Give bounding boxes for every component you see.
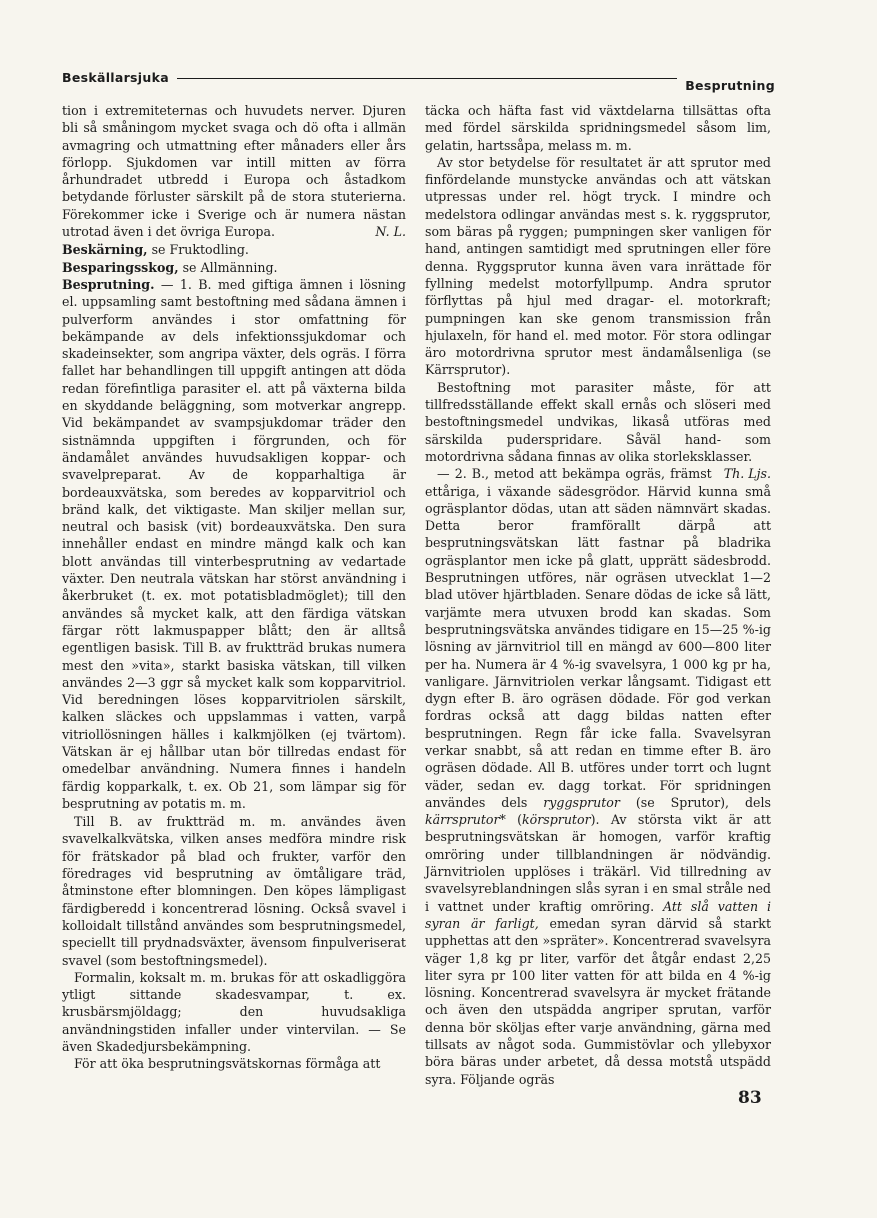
text-segment: ). Av största vikt är att besprutningsvätskan är homogen, varför kraftig omröring under tillblandningen är nödvändig. Järnvitriolen upplöses i träkärl. Vid tillredning av svavelsyreblandningen slås syran i en smal stråle ned i vattnet under kraftig omröring. [425, 812, 771, 914]
entry-besparingsskog [62, 259, 406, 276]
entry-headword: Beskärning, [62, 242, 148, 258]
author-signature: N. L. [375, 224, 406, 240]
entry-text: — 1. B. med giftiga ämnen i lösning el. uppsamling samt bestoftning med sådana ämnen i pulverform användes i stor omfattning för bekämpande av dels infektionssjukdomar och skadeinsekter, som angripa växter, dels ogräs. I förra fallet har behandlingen till uppgift antingen att döda redan förefintliga parasiter el. att på växterna bilda en skyddande beläggning, som motverkar angrepp. Vid bekämpandet av svampsjukdomar träder den sistnämnda uppgiften i förgrunden, och för ändamålet användes huvudsakligen koppar- och svavelpreparat. Av de kopparhaltiga är bordeauxvätska, som beredes av kopparvitriol och bränd kalk, det viktigaste. Man skiljer mellan sur, neutral och basisk (vit) bordeauxvätska. Den sura innehåller endast en mindre mängd kalk och kan blott användas till vinterbesprutning av vedartade växter. Den neutrala vätskan har störst användning i åkerbruket (t. ex. mot potatisbladmöglet); till den användes så mycket kalk, att den färdiga vätskan färgar rött lakmuspapper blått; den är alltså egentligen basisk. Till B. av fruktträd brukas numera mest den »vita», starkt basiska vätskan, till vilken användes 2—3 ggr så mycket kalk som kopparvitriol. Vid beredningen löses kopparvitriolen särskilt, kalken släckes och uppslammas i vatten, varpå vitriollösningen hälles i kalkmjölken (ej tvärtom). Vätskan är ej hållbar utan bör tillredas endast för omedelbar användning. Numera finnes i handeln färdig kopparkalk, t. ex. Ob 21, som lämpar sig för besprutning av potatis m. m. [62, 276, 406, 811]
paragraph: För att öka besprutningsvätskornas förmåga att [74, 1056, 381, 1072]
left-column [62, 102, 406, 1073]
header-left-title: Beskällarsjuka [62, 69, 169, 85]
paragraph [425, 379, 771, 482]
entry-text: se Allmänning. [178, 259, 278, 275]
paragraph: täcka och häfta fast vid växtdelarna tillsättas ofta med fördel särskilda spridningsmedel såsom lim, gelatin, hartssåpa, melass m. m. [425, 103, 771, 153]
text-segment: — 2. B., metod att bekämpa ogräs, främst ettåriga, i växande sädesgrödor. Härvid kunna små ogräsplantor dödas, utan att säden nämnvärt skadas. Detta beror framförallt därpå att besprutningsvätskan lätt fastnar på bladrika ogräsplantor men icke på glatt, upprätt sädesbrodd. Besprutningen utföres, när ogräsen utvecklat 1—2 blad utöver hjärtbladen. Senare dödas de icke så lätt, varjämte mera utvuxen brodd kan skadas. Som besprutningsvätska användes tidigare en 15—25 %-ig lösning av järnvitriol till en mängd av 600—800 liter per ha. Numera är 4 %-ig svavelsyra, 1 000 kg pr ha, vanligare. Järnvitriolen verkar långsamt. Tidigast ett dygn efter B. äro ogräsen dödade. För god verkan fordras också att dagg bildas natten efter besprutningen. Regn får icke falla. Svavelsyran verkar snabbt, så att redan en timme efter B. äro ogräsen dödade. All B. utföres under torrt och lugnt väder, sedan ev. dagg torkat. För spridningen användes dels [425, 466, 771, 810]
paragraph [425, 465, 771, 1088]
paragraph: Av stor betydelse för resultatet är att sprutor med finfördelande munstycke användas och att vätskan utpressas under rel. högt tryck. I mindre och medelstora odlingar användas mest s. k. ryggsprutor, som bäras på ryggen; pumpningen sker vanligen för hand, antingen samtidigt med sprutningen eller före denna. Ryggsprutor kunna även vara inrättade för fyllning medelst motorfyllpump. Andra sprutor förflyttas på hjul med dragar- el. motorkraft; pumpningen kan ske genom transmission från hjulaxeln, för hand el. med motor. För stora odlingar äro motordrivna sprutor mest ändamålsenliga (se Kärrsprutor). [425, 154, 771, 378]
paragraph: Formalin, koksalt m. m. brukas för att oskadliggöra ytligt sittande skadesvampar, t. ex. krusbärsmjöldagg; den huvudsakliga användningstiden infaller under vintervilan. — Se även Skadedjursbekämpning. [62, 969, 406, 1055]
right-column [425, 102, 771, 1088]
author-signature: Th. Ljs. [723, 466, 771, 482]
paragraph-text: tion i extremiteternas och huvudets nerver. Djuren bli så småningom mycket svaga och dö ofta i allmän avmagring och utmattning efter månaders eller års förlopp. Sjukdomen var intill mitten av förra århundradet utbredd i Europa och åstadkom betydande förluster särskilt på de stora stuterierna. Förekommer icke i Sverige och är numera nästan utrotad även i det övriga Europa. [62, 103, 406, 240]
page-number: 83 [738, 1088, 762, 1108]
text-segment: ( [505, 812, 523, 828]
text-segment: (se Sprutor), dels [619, 794, 772, 810]
paragraph: Till B. av fruktträd m. m. användes även svavelkalkvätska, vilken anses medföra mindre risk för frätskador på blad och frukter, varför den föredrages vid besprutning av ömtåligare träd, åtminstone efter blomningen. Den köpes lämpligast färdigberedd i koncentrerad lösning. Också svavel i kolloidalt tillstånd användes som besprutningsmedel, speciellt till prydnadsväxter, ävensom finpulveriserat svavel (som bestoftningsmedel). [62, 814, 406, 968]
entry-beskarning [62, 241, 406, 258]
paragraph [62, 102, 406, 240]
entry-besprutning [62, 276, 406, 812]
entry-headword: Besparingsskog, [62, 259, 179, 275]
italic-term: kärrsprutor* [425, 812, 506, 828]
running-header [62, 66, 775, 93]
italic-warning: Att slå vatten i syran är farligt, [425, 898, 771, 931]
paragraph-text: Bestoftning mot parasiter måste, för att tillfredsställande effekt skall ernås och slöseri med bestoftningsmedel undvikas, likaså utföras med särskilda puderspridare. Såväl hand- som motordrivna sådana finnas av olika storleksklasser. [425, 379, 771, 464]
italic-term: ryggsprutor [543, 794, 620, 810]
header-rule [177, 78, 677, 79]
text-segment: emedan syran därvid så starkt upphettas att den »spräter». Koncentrerad svavelsyra väger 1,8 kg pr liter, varför det åtgår endast 2,25 liter syra pr 100 liter vatten för att bilda en 4 %-ig lösning. Koncentrerad svavelsyra är mycket frätande och även den utspädda angriper sprutan, varför denna bör sköljas efter varje användning, gärna med tillsats av något soda. Gummistövlar och yllebyxor böra bäras under arbetet, då dessa motstå utspädd syra. Följande ogräs [425, 915, 772, 1087]
entry-headword: Besprutning. [62, 276, 155, 292]
italic-term: körsprutor [522, 812, 591, 828]
header-right-title: Besprutning [685, 77, 775, 93]
entry-text: se Fruktodling. [147, 242, 249, 258]
